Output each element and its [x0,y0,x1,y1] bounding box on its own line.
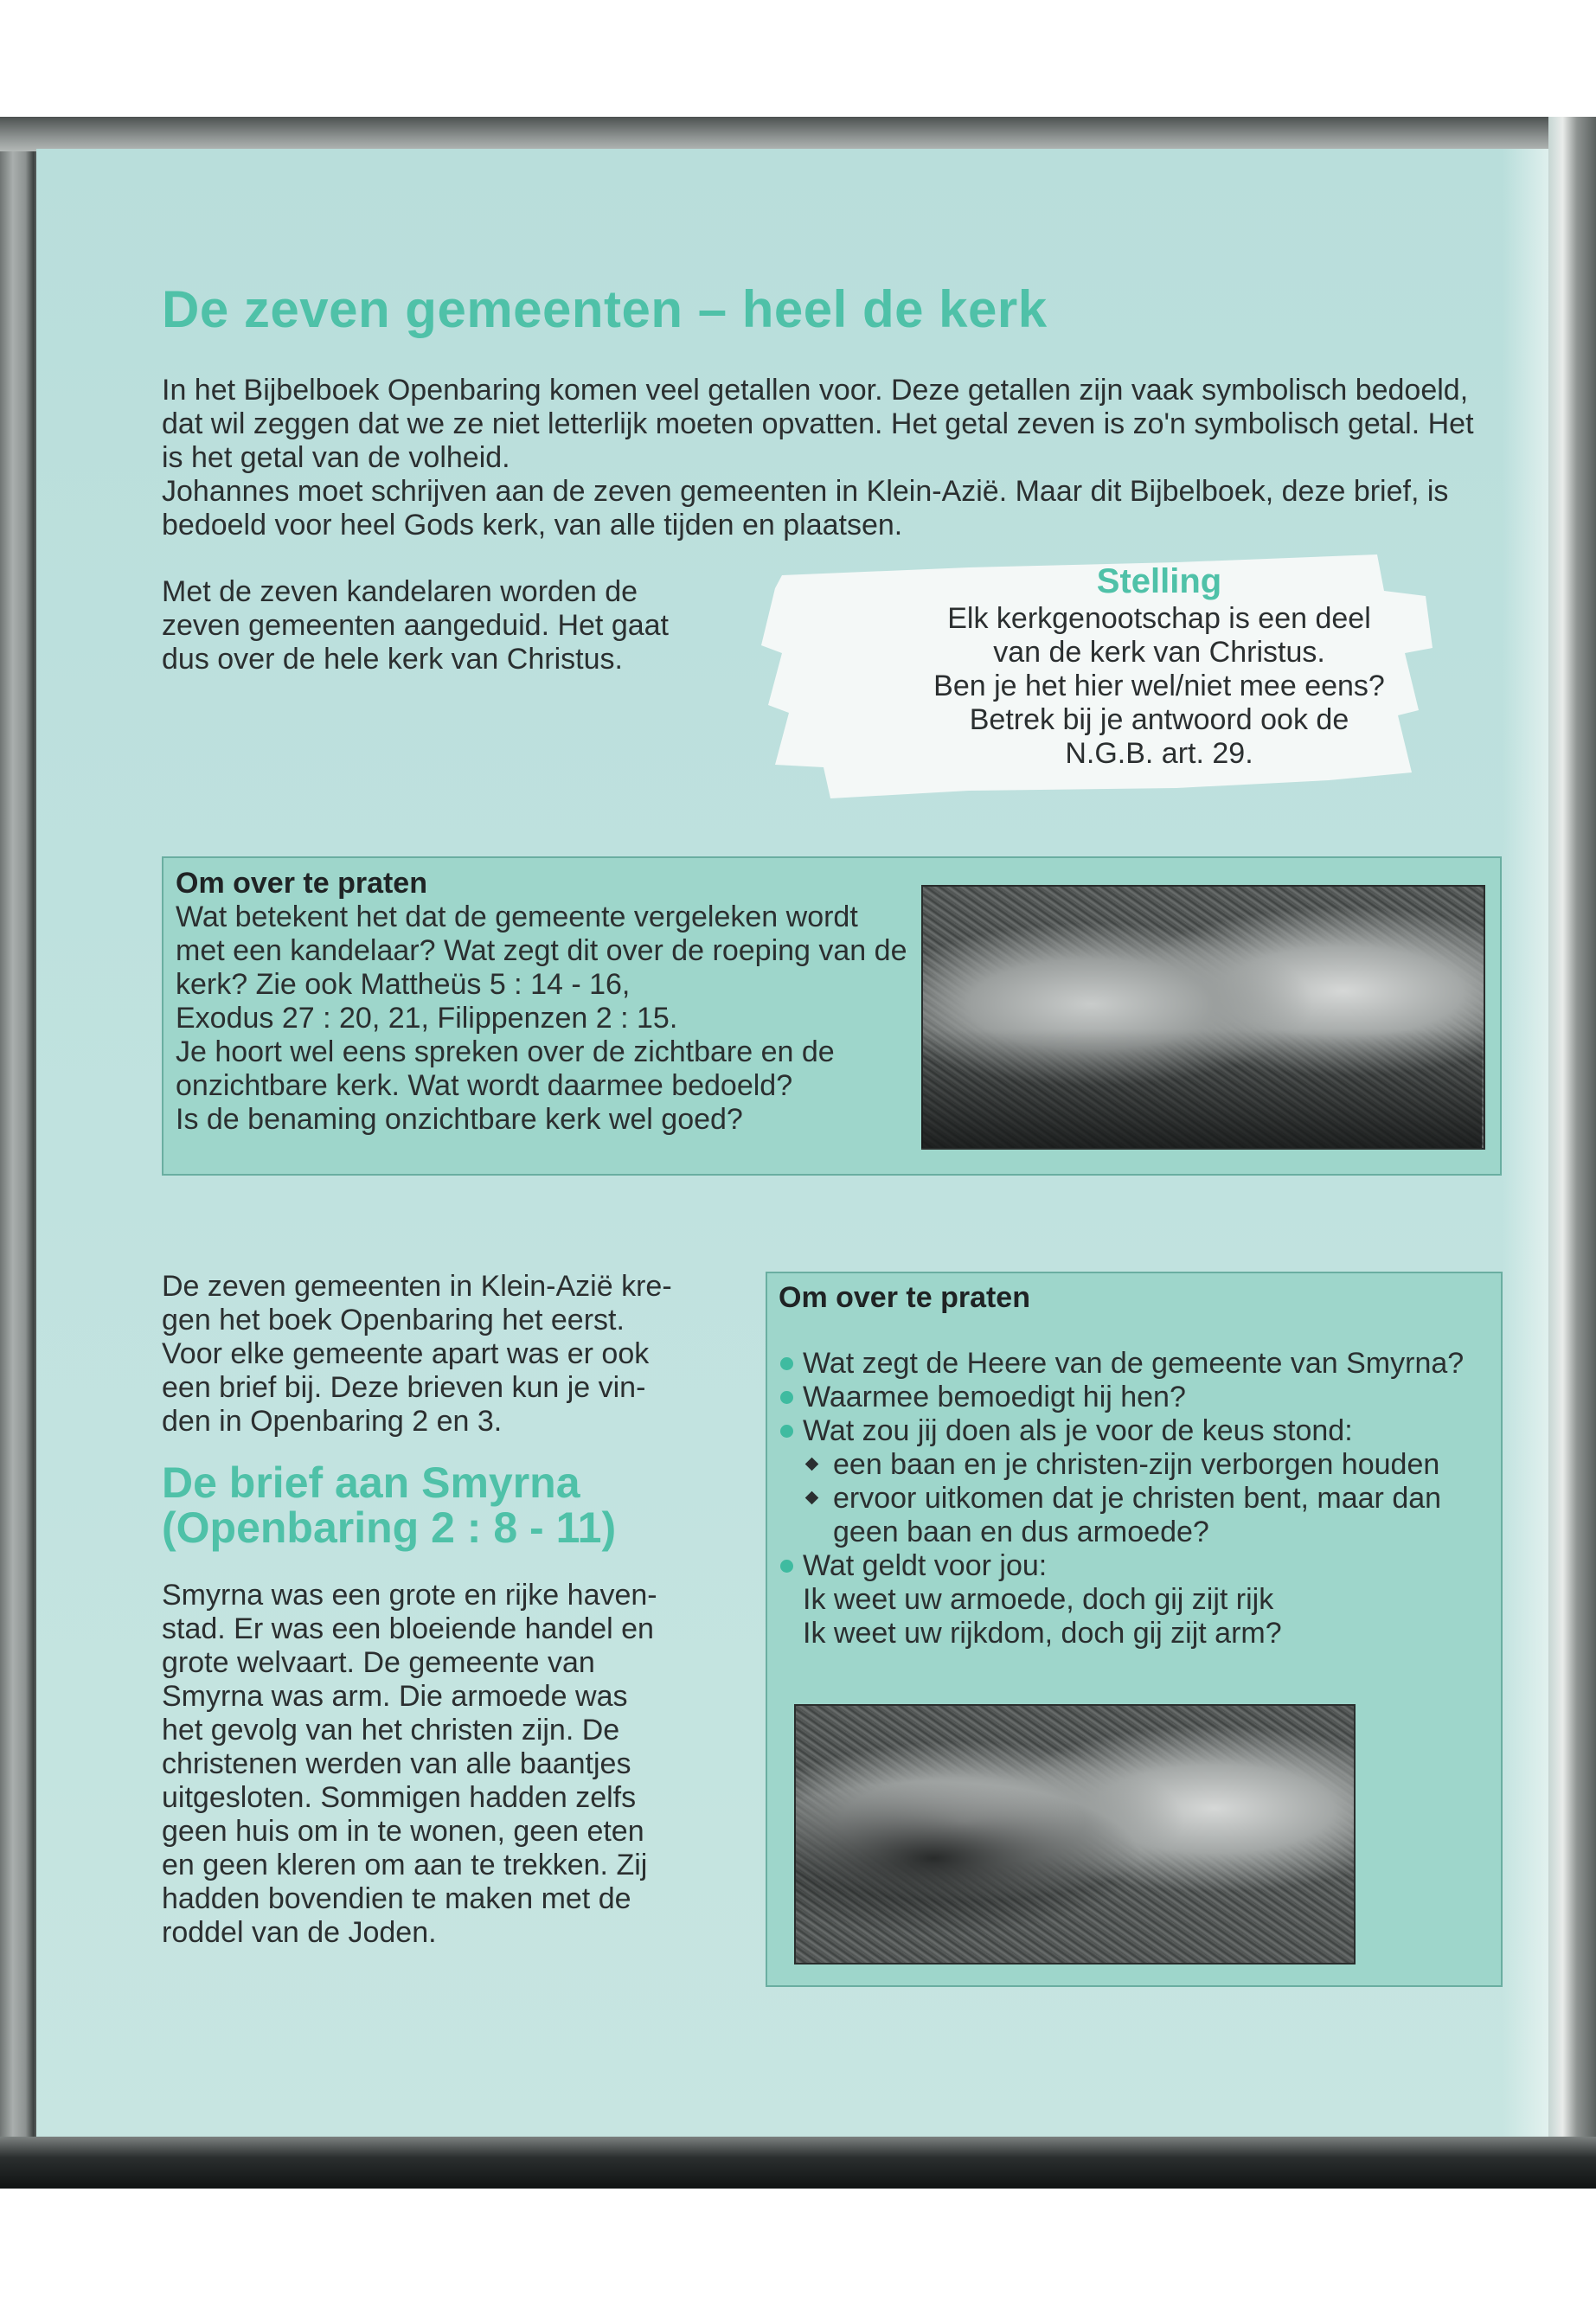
text-line: Smyrna was een grote en rijke haven- [162,1579,657,1612]
bullet-diamond-icon [805,1458,819,1471]
photo-two-girls-shade [794,1704,1352,1961]
intro-text [162,374,1503,542]
text-line: Voor elke gemeente apart was er ook [162,1337,650,1370]
scan-top-edge [0,117,1596,151]
discussion-line: onzichtbare kerk. Wat wordt daarmee bedoeld? [176,1069,793,1102]
question-item [779,1549,1488,1583]
sub-option-item [779,1482,1488,1549]
discussion-line: met een kandelaar? Wat zegt dit over de roeping van de [176,934,907,967]
smyrna-body-text [162,1579,681,1950]
sub-option-item [779,1448,1488,1482]
text-line: den in Openbaring 2 en 3. [162,1405,503,1438]
sub-option-text: een baan en je christen-zijn verborgen houden [833,1448,1440,1481]
text-line: christenen werden van alle baantjes [162,1747,631,1780]
question-text: Waarmee bemoedigt hij hen? [803,1381,1186,1413]
quote-line: Ik weet uw armoede, doch gij zijt rijk [803,1583,1274,1616]
stelling-line: Betrek bij je antwoord ook de [969,703,1349,736]
quote-line: Ik weet uw rijkdom, doch gij zijt arm? [803,1617,1282,1650]
text-line: De zeven gemeenten in Klein-Azië kre- [162,1270,672,1303]
bullet-dot-icon [780,1425,793,1438]
stelling-title: Stelling [1096,562,1222,600]
discussion-box-1-title: Om over te praten [176,867,427,900]
bullet-diamond-icon [805,1491,819,1505]
question-item [779,1381,1488,1414]
text-line: gen het boek Openbaring het eerst. [162,1304,625,1336]
discussion-box-1-text [176,867,911,1137]
stelling-block [891,561,1427,771]
discussion-line: Is de benaming onzichtbare kerk wel goed? [176,1103,743,1136]
smyrna-intro-text [162,1270,681,1439]
bullet-dot-icon [780,1391,793,1404]
book-spine [1548,117,1596,2189]
question-item [779,1414,1488,1448]
stelling-line: Ben je het hier wel/niet mee eens? [933,670,1385,702]
discussion-box-2-list [779,1347,1488,1650]
intro-paragraph-1: In het Bijbelboek Openbaring komen veel getallen voor. Deze getallen zijn vaak symbolisch bedoeld, dat wil zeggen dat we ze niet letterlijk moeten opvatten. Het getal zeven is zo'n symbolisch getal. Het is het getal van de volheid. [162,374,1474,474]
text-line: het gevolg van het christen zijn. De [162,1714,620,1747]
stelling-line: Elk kerkgenootschap is een deel [947,602,1371,635]
question-text: Wat zou jij doen als je voor de keus stond: [803,1414,1353,1447]
bullet-dot-icon [780,1357,793,1370]
stelling-line: N.G.B. art. 29. [1065,737,1253,770]
discussion-box-2-title: Om over te praten [779,1281,1030,1314]
heading-line-1: De brief aan Smyrna [162,1458,580,1507]
page-title: De zeven gemeenten – heel de kerk [162,280,1048,338]
discussion-line: kerk? Zie ook Mattheüs 5 : 14 - 16, [176,968,631,1001]
photo-two-boys-shade [921,1029,1482,1148]
text-line: Smyrna was arm. Die armoede was [162,1680,628,1713]
heading-line-2: (Openbaring 2 : 8 - 11) [162,1503,617,1552]
question-item [779,1347,1488,1381]
discussion-line: Exodus 27 : 20, 21, Filippenzen 2 : 15. [176,1002,678,1035]
stelling-line: van de kerk van Christus. [993,636,1325,669]
bullet-dot-icon [780,1560,793,1573]
sub-option-text: ervoor uitkomen dat je christen bent, maar dan [833,1482,1442,1515]
discussion-line: Wat betekent het dat de gemeente vergeleken wordt [176,901,858,933]
text-line: uitgesloten. Sommigen hadden zelfs [162,1781,637,1814]
text-line: een brief bij. Deze brieven kun je vin- [162,1371,646,1404]
question-text: Wat geldt voor jou: [803,1549,1048,1582]
scan-bottom-edge [0,2137,1596,2189]
text-line: en geen kleren om aan te trekken. Zij [162,1849,648,1881]
intro-paragraph-2: Johannes moet schrijven aan de zeven gemeenten in Klein-Azië. Maar dit Bijbelboek, deze brief, is bedoeld voor heel Gods kerk, van alle tijden en plaatsen. [162,475,1449,542]
sub-option-text: geen baan en dus armoede? [833,1516,1209,1548]
kandelaren-paragraph: Met de zeven kandelaren worden de zeven gemeenten aangeduid. Het gaat dus over de hele kerk van Christus. [162,575,670,676]
text-line: hadden bovendien te maken met de [162,1882,631,1915]
text-line: grote welvaart. De gemeente van [162,1646,595,1679]
text-line: stad. Er was een bloeiende handel en [162,1612,654,1645]
text-line: roddel van de Joden. [162,1916,437,1949]
section-heading-smyrna [162,1460,698,1550]
discussion-line: Je hoort wel eens spreken over de zichtbare en de [176,1035,835,1068]
text-line: geen huis om in te wonen, geen eten [162,1815,644,1848]
question-text: Wat zegt de Heere van de gemeente van Smyrna? [803,1347,1465,1380]
